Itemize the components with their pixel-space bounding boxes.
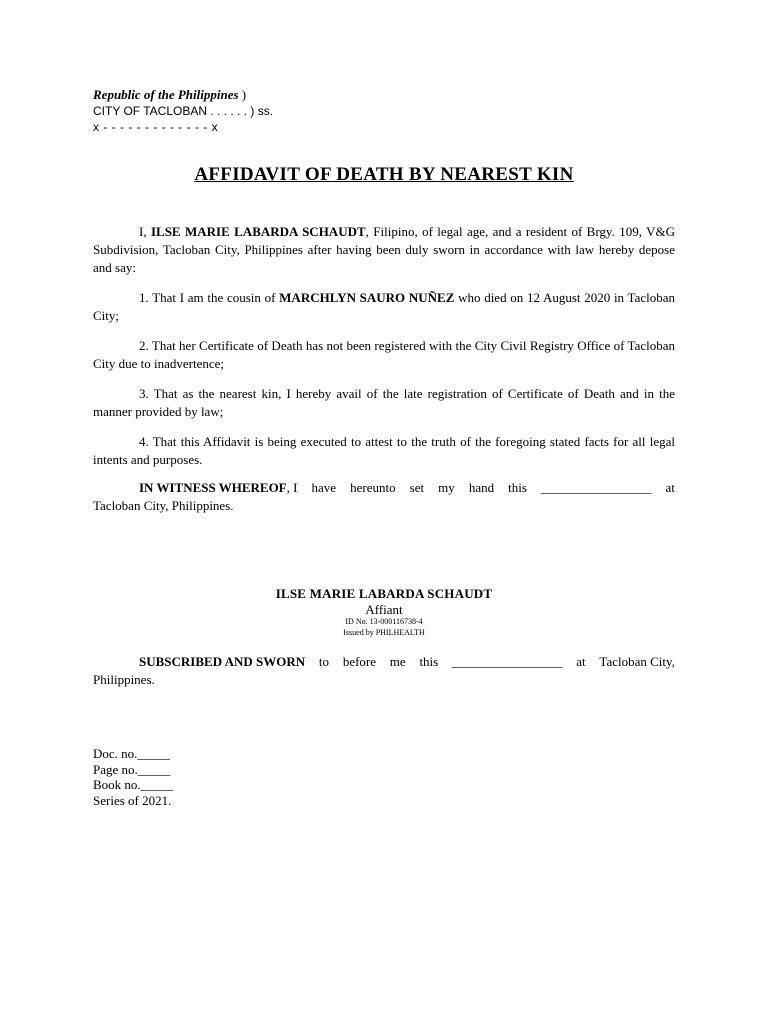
date-blank[interactable]: _________________ (540, 480, 652, 495)
jurat-word: Tacloban City, (599, 654, 675, 669)
jurat-word: this (419, 654, 439, 669)
signatory-id: ID No. 13-000116738-4 (345, 617, 423, 626)
signatory-role: Affiant (365, 602, 403, 617)
affiant-name-inline: ILSE MARIE LABARDA SCHAUDT (150, 224, 366, 239)
item-4 (93, 433, 675, 469)
notarial-register (93, 746, 173, 808)
jurat-line-2: Philippines. (93, 672, 155, 687)
jurat-line-1 (93, 653, 675, 671)
witness-paragraph (93, 479, 675, 515)
intro-paragraph (93, 223, 675, 277)
witness-word: hereunto (350, 480, 396, 495)
series-year: Series of 2021. (93, 792, 172, 808)
item-3 (93, 385, 675, 421)
witness-bold: IN WITNESS WHEREOF (139, 480, 287, 495)
intro-prefix: I, (139, 224, 151, 239)
item-1-prefix: 1. That I am the cousin of (139, 290, 280, 305)
doc-no: Doc. no._____ (93, 746, 170, 761)
signatory-name: ILSE MARIE LABARDA SCHAUDT (275, 586, 493, 601)
witness-line-2: Tacloban City, Philippines. (93, 498, 234, 513)
republic-bracket: ) (238, 87, 247, 102)
document-title: AFFIDAVIT OF DEATH BY NEAREST KIN (194, 164, 574, 185)
item-4-text: 4. That this Affidavit is being executed to attest to the truth of the foregoing stated facts for all legal intents and purposes. (93, 434, 675, 467)
deceased-name: MARCHLYN SAURO NUÑEZ (279, 290, 455, 305)
caption-city: CITY OF TACLOBAN . . . . . . ) ss. (93, 104, 274, 118)
item-1 (93, 289, 675, 325)
caption-republic (93, 87, 393, 103)
jurat-word: me (389, 654, 406, 669)
jurat-word: at (576, 654, 586, 669)
witness-word: at (665, 480, 675, 495)
republic-label: Republic of the Philippines (93, 87, 239, 102)
item-2-text: 2. That her Certificate of Death has not been registered with the City Civil Registry Office of Tacloban City due to inadvertence; (93, 338, 675, 371)
item-2 (93, 337, 675, 373)
jurat-bold: SUBSCRIBED AND SWORN (139, 654, 306, 669)
witness-word: my (438, 480, 455, 495)
jurat-date-blank[interactable]: _________________ (452, 654, 563, 669)
item-1-rest: who died on 12 August 2020 in Tacloban City; (93, 290, 675, 323)
witness-line-1 (93, 479, 675, 497)
jurat-word: to (318, 654, 330, 669)
jurat-word: before (342, 654, 377, 669)
intro-rest: , Filipino, of legal age, and a resident of Brgy. 109, V&G Subdivision, Tacloban City, Philippines after having been duly sworn in accordance with law hereby depose and say: (93, 224, 675, 275)
jurat-paragraph (93, 653, 675, 689)
witness-word: have (311, 480, 337, 495)
witness-word: this (508, 480, 527, 495)
witness-word: , I (286, 480, 298, 495)
item-3-text: 3. That as the nearest kin, I hereby avail of the late registration of Certificate of Death and in the manner provided by law; (93, 386, 675, 419)
page-no: Page no._____ (93, 761, 171, 777)
witness-word: set (409, 480, 425, 495)
caption-separator: x - - - - - - - - - - - - - x (93, 120, 219, 134)
signatory-id-issuer: Issued by PHILHEALTH (343, 628, 425, 637)
book-no: Book no._____ (93, 777, 174, 792)
witness-word: hand (468, 480, 495, 495)
